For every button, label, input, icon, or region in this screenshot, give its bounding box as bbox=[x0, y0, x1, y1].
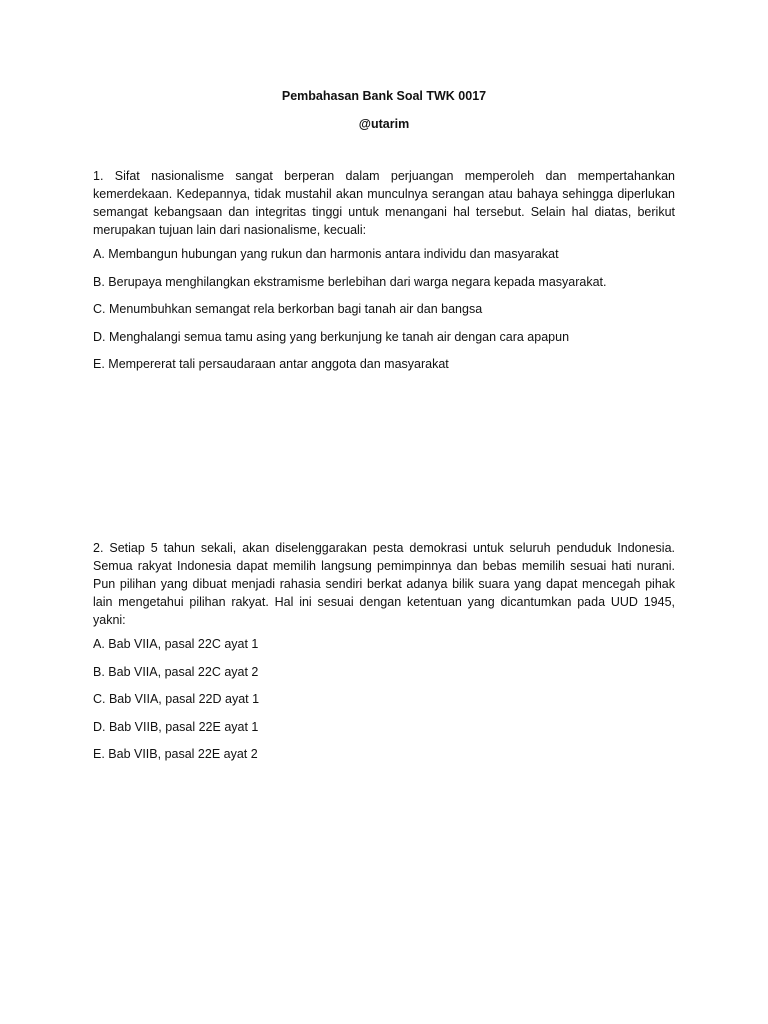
question-1-text: 1. Sifat nasionalisme sangat berperan dalam perjuangan memperoleh dan mempertahankan kemerdekaan. Kedepannya, tidak mustahil akan munculnya serangan atau bahaya sehingga diperlukan semangat kebangsaan dan integritas tinggi untuk menangani hal tersebut. Selain hal diatas, berikut merupakan tujuan lain dari nasionalisme, kecuali: bbox=[93, 169, 675, 237]
question-2-option-b: B. Bab VIIA, pasal 22C ayat 2 bbox=[93, 664, 259, 679]
question-1-option-b: B. Berupaya menghilangkan ekstramisme berlebihan dari warga negara kepada masyarakat. bbox=[93, 274, 607, 289]
question-2-option-d: D. Bab VIIB, pasal 22E ayat 1 bbox=[93, 719, 259, 734]
question-2-text: 2. Setiap 5 tahun sekali, akan diselenggarakan pesta demokrasi untuk seluruh penduduk Indonesia. Semua rakyat Indonesia dapat memilih langsung pemimpinnya dan bebas memilih sesuai hati nurani. Pun pilihan yang dibuat menjadi rahasia sendiri berkat adanya bilik suara yang dapat mencegah pihak lain mengetahui pilihan rakyat. Hal ini sesuai dengan ketentuan yang dicantumkan pada UUD 1945, yakni: bbox=[93, 541, 675, 627]
document-title: Pembahasan Bank Soal TWK 0017 bbox=[281, 89, 487, 103]
question-1-option-e: E. Mempererat tali persaudaraan antar anggota dan masyarakat bbox=[93, 357, 449, 371]
question-1-option-a: A. Membangun hubungan yang rukun dan harmonis antara individu dan masyarakat bbox=[93, 247, 559, 261]
question-1-option-c: C. Menumbuhkan semangat rela berkorban bagi tanah air dan bangsa bbox=[93, 302, 483, 316]
question-2-option-c: C. Bab VIIA, pasal 22D ayat 1 bbox=[93, 692, 260, 706]
question-1-option-d: D. Menghalangi semua tamu asing yang berkunjung ke tanah air dengan cara apapun bbox=[93, 329, 570, 344]
question-1 bbox=[93, 167, 675, 383]
question-2-option-e: E. Bab VIIB, pasal 22E ayat 2 bbox=[93, 747, 258, 761]
question-2-option-a: A. Bab VIIA, pasal 22C ayat 1 bbox=[93, 637, 259, 651]
document-author: @utarim bbox=[358, 117, 410, 131]
question-2 bbox=[93, 539, 675, 773]
